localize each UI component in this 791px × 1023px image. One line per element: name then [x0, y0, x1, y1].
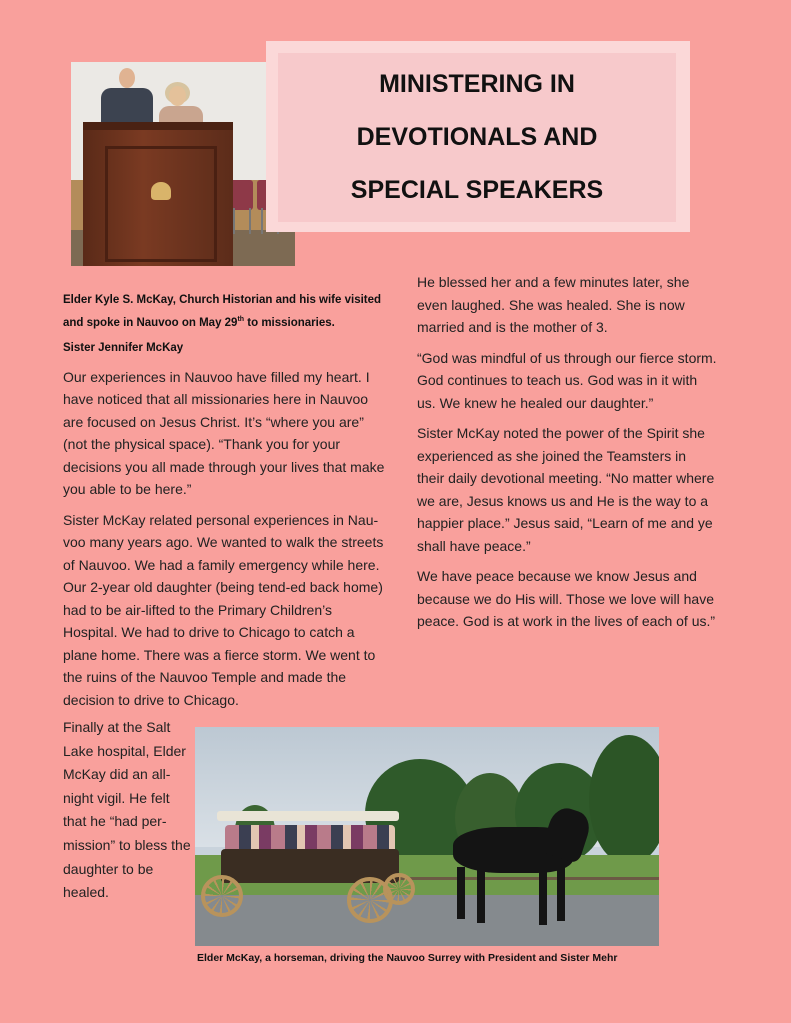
title-line-2: DEVOTIONALS AND	[356, 123, 598, 151]
paragraph: We have peace because we know Jesus and because we do His will. Those we love will have peace. God is at work in the lives of each of us.”	[417, 568, 716, 629]
speaker-name: Sister Jennifer McKay	[63, 341, 184, 354]
paragraph: He blessed her and a few minutes later, she even laughed. She was healed. She is now married and is the mother of 3.	[417, 274, 690, 335]
paragraph: Sister McKay noted the power of the Spirit she experienced as she joined the Teamsters in their daily devotional meeting. “No matter where we are, Jesus knows us and He is the way to a happier place.” Jesus said, “Learn of me and ye shall have peace.”	[417, 425, 715, 554]
caption-line-2: and spoke in Nauvoo on May 29th to missionaries.	[63, 316, 335, 329]
carriage-photo	[195, 727, 659, 946]
title-box	[266, 41, 690, 232]
paragraph: Our experiences in Nauvoo have filled my heart. I have noticed that all missionaries here in Nauvoo are focused on Jesus Christ. It’s “where you are” (not the physical space). “Thank you for your decisions you all made through your lives that make you able to be here.”	[63, 368, 385, 498]
paragraph: “God was mindful of us through our fierce storm. God continues to teach us. God was in it with us. We knew he healed our daughter.”	[417, 349, 717, 411]
speakers-photo	[71, 62, 295, 266]
beehive-emblem	[151, 182, 171, 200]
right-column	[417, 271, 717, 641]
title-line-1: MINISTERING IN	[379, 70, 575, 98]
title-line-3: SPECIAL SPEAKERS	[350, 176, 604, 204]
paragraph: Finally at the Salt Lake hospital, Elder McKay did an all-night vigil. He felt that he “had per-mission” to bless the daughter to be healed.	[63, 719, 191, 901]
paragraph: Sister McKay related personal experiences in Nau-voo many years ago. We wanted to walk the streets of Nauvoo. We had a family emergency while here. Our 2-year old daughter (being tend-ed back home) had to be air-lifted to the Primary Children’s Hospital. We had to drive to Chicago to catch a plane home. There was a fierce storm. We went to the ruins of the Nauvoo Temple and made the decision to drive to Chicago.	[63, 511, 384, 708]
caption-line-1: Elder Kyle S. McKay, Church Historian and his wife visited	[63, 294, 382, 306]
left-column	[63, 291, 385, 719]
photo-caption-top	[63, 291, 385, 358]
photo-caption-bottom: Elder McKay, a horseman, driving the Nauvoo Surrey with President and Sister Mehr	[197, 952, 618, 964]
left-final-paragraph	[63, 716, 191, 905]
podium	[83, 122, 233, 266]
